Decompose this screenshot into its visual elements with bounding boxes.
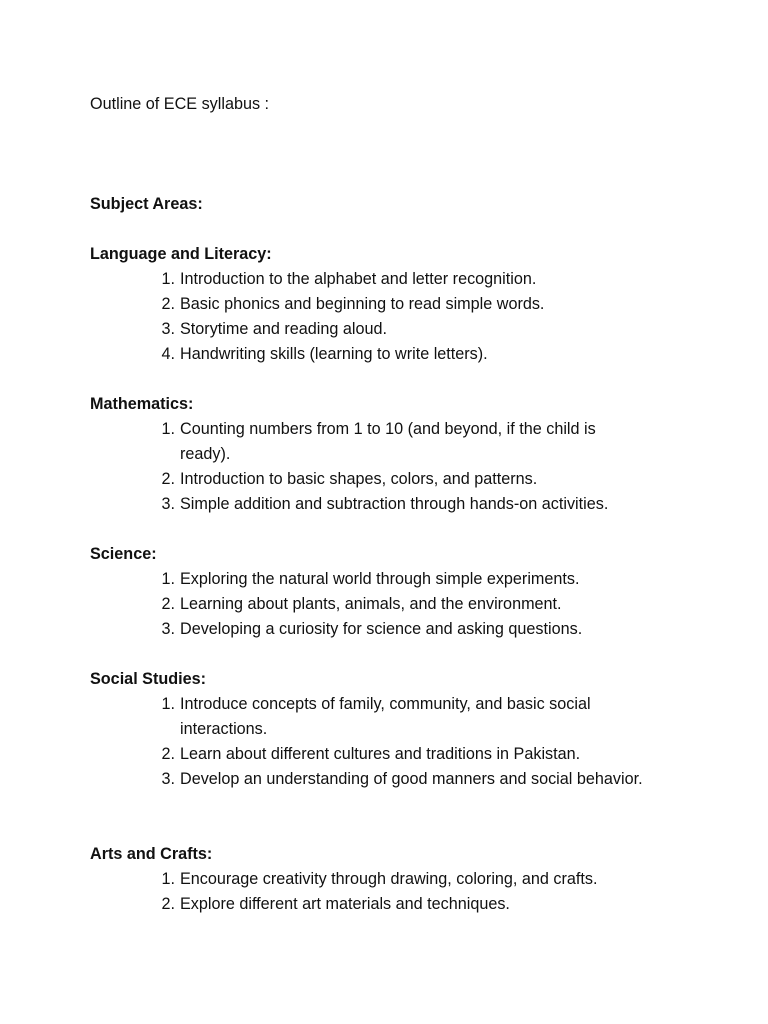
section-heading: Social Studies: xyxy=(90,670,207,688)
list-item-text: Storytime and reading aloud. xyxy=(180,320,387,338)
section-heading: Mathematics: xyxy=(90,395,194,413)
list-item-number: 3. xyxy=(161,620,175,638)
list-item xyxy=(90,742,690,767)
list-item-number: 2. xyxy=(161,295,175,313)
list-item-number: 2. xyxy=(161,470,175,488)
list-item-text: Handwriting skills (learning to write letters). xyxy=(180,345,488,363)
list-item-text: Introduction to the alphabet and letter recognition. xyxy=(180,270,537,288)
section-mathematics xyxy=(90,392,690,517)
list-item-text: Introduction to basic shapes, colors, and patterns. xyxy=(180,470,538,488)
list-item xyxy=(90,767,690,792)
list-item-text: Exploring the natural world through simple experiments. xyxy=(180,570,580,588)
list-item xyxy=(90,317,690,342)
list-item xyxy=(90,467,690,492)
list-item-number: 2. xyxy=(161,595,175,613)
section-arts-crafts xyxy=(90,842,690,917)
list-item-number: 3. xyxy=(161,495,175,513)
numbered-list xyxy=(90,417,690,517)
list-item-number: 1. xyxy=(161,270,175,288)
list-item xyxy=(90,342,690,367)
list-item xyxy=(90,292,690,317)
list-item-text: Introduce concepts of family, community, and basic social interactions. xyxy=(180,695,591,738)
numbered-list xyxy=(90,267,690,367)
list-item-text: Develop an understanding of good manners and social behavior. xyxy=(180,770,643,788)
numbered-list xyxy=(90,567,690,642)
list-item xyxy=(90,567,690,592)
list-item xyxy=(90,617,690,642)
list-item-number: 1. xyxy=(161,695,175,713)
section-social-studies xyxy=(90,667,690,792)
list-item-text: Simple addition and subtraction through hands-on activities. xyxy=(180,495,609,513)
list-item-text: Learn about different cultures and traditions in Pakistan. xyxy=(180,745,581,763)
list-item-number: 2. xyxy=(161,895,175,913)
list-item-text: Basic phonics and beginning to read simple words. xyxy=(180,295,545,313)
list-item-text: Explore different art materials and techniques. xyxy=(180,895,510,913)
section-heading: Arts and Crafts: xyxy=(90,845,213,863)
list-item-number: 1. xyxy=(161,570,175,588)
numbered-list xyxy=(90,692,690,792)
list-item xyxy=(90,267,690,292)
list-item-number: 3. xyxy=(161,770,175,788)
list-item-text: Encourage creativity through drawing, coloring, and crafts. xyxy=(180,870,598,888)
list-item-number: 1. xyxy=(161,870,175,888)
list-item-text: Counting numbers from 1 to 10 (and beyond, if the child is ready). xyxy=(180,420,596,463)
list-item xyxy=(90,692,690,742)
section-science xyxy=(90,542,690,642)
list-item-number: 4. xyxy=(161,345,175,363)
section-language-literacy xyxy=(90,242,690,367)
list-item xyxy=(90,417,690,467)
numbered-list xyxy=(90,867,690,917)
list-item xyxy=(90,892,690,917)
list-item-number: 2. xyxy=(161,745,175,763)
list-item xyxy=(90,492,690,517)
list-item-number: 1. xyxy=(161,420,175,438)
list-item-text: Learning about plants, animals, and the environment. xyxy=(180,595,562,613)
list-item xyxy=(90,867,690,892)
list-item-text: Developing a curiosity for science and asking questions. xyxy=(180,620,583,638)
document-title: Outline of ECE syllabus : xyxy=(90,95,270,113)
subject-areas-heading: Subject Areas: xyxy=(90,195,203,213)
section-heading: Science: xyxy=(90,545,157,563)
list-item-number: 3. xyxy=(161,320,175,338)
list-item xyxy=(90,592,690,617)
section-heading: Language and Literacy: xyxy=(90,245,272,263)
